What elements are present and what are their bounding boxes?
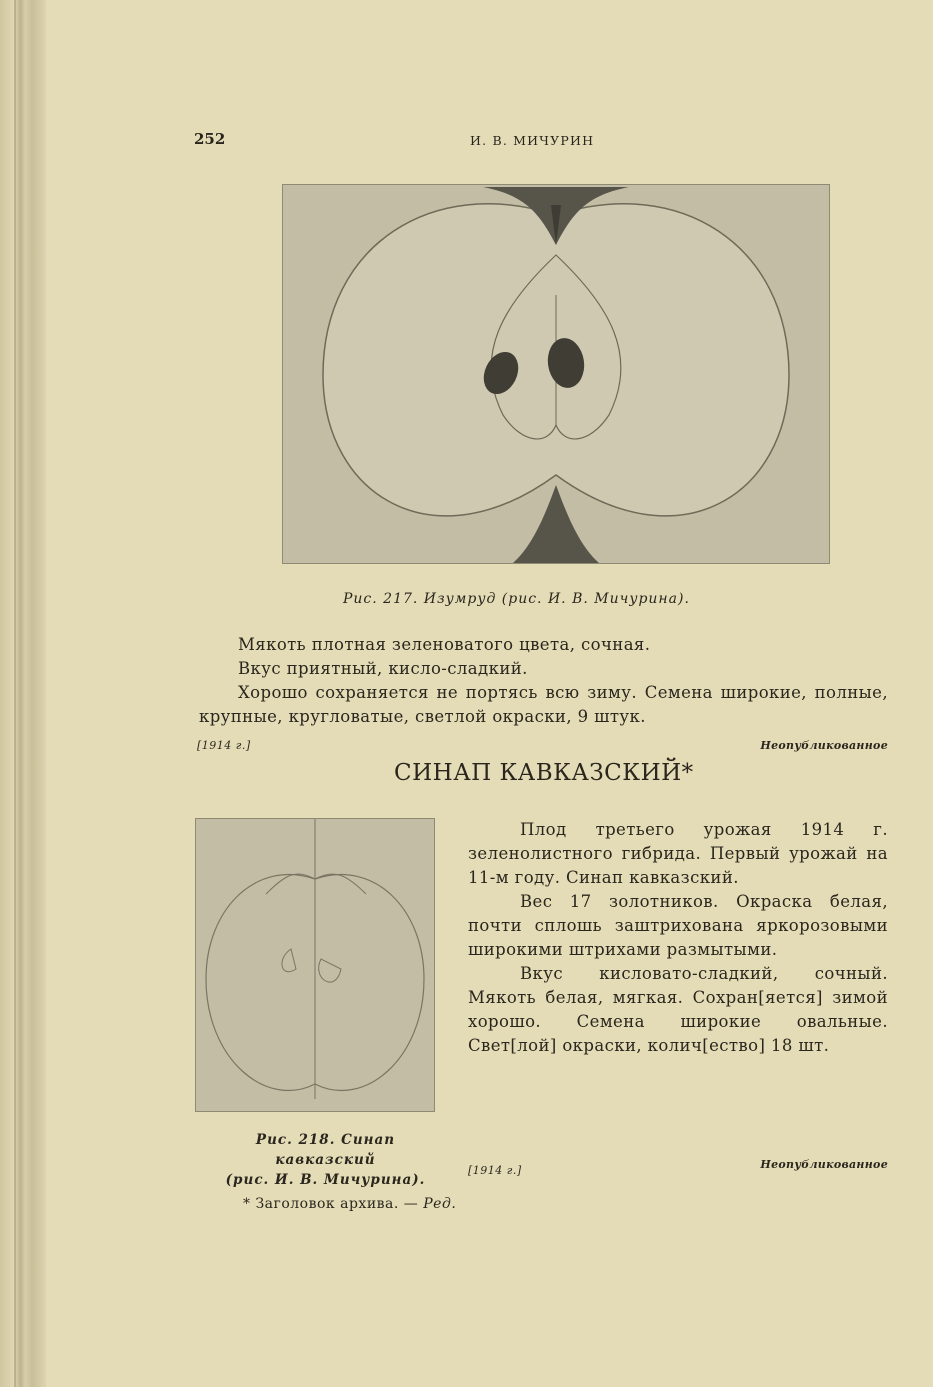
figure-caption-217: Рис. 217. Изумруд (рис. И. В. Мичурина).: [343, 591, 690, 607]
footnote-editor: Ред.: [423, 1196, 457, 1212]
unpublished-label-second: Неопубликованное: [760, 1158, 888, 1171]
sinap-description: [468, 818, 888, 1058]
date-1914-second: [1914 г.]: [468, 1164, 522, 1177]
paragraph-weight: Вес 17 золотников. Окраска белая, почти сплошь заштрихована яркорозовыми широкими штрихами размытыми.: [468, 892, 888, 959]
paragraph-flesh: Мякоть плотная зеленоватого цвета, сочная.: [238, 635, 651, 654]
figure-caption-218: [203, 1130, 448, 1190]
apple-drawing-sinap: [196, 819, 434, 1111]
caption-218-line1: Рис. 218. Синап кавказский: [255, 1132, 396, 1168]
book-binding-edge: [0, 0, 46, 1387]
apple-drawing-izumrud: [283, 185, 829, 563]
figure-apple-izumrud: [282, 184, 830, 564]
page-number: 252: [194, 130, 226, 148]
footnote-text: * Заголовок архива. —: [243, 1196, 424, 1212]
running-head: И. В. МИЧУРИН: [470, 133, 595, 148]
figure-apple-sinap: [195, 818, 435, 1112]
date-1914-first: [1914 г.]: [197, 739, 251, 752]
caption-218-line2: (рис. И. В. Мичурина).: [225, 1172, 426, 1188]
paragraph-storage: Хорошо сохраняется не портясь всю зиму. Семена широкие, полные, крупные, кругловатые, светлой окраски, 9 штук.: [199, 683, 888, 726]
paragraph-taste-sinap: Вкус кисловато-сладкий, сочный. Мякоть белая, мягкая. Сохран[яется] зимой хорошо. Семена широкие овальные. Свет[лой] окраски, колич[ество] 18 шт.: [468, 964, 888, 1055]
paragraph-harvest: Плод третьего урожая 1914 г. зеленолистного гибрида. Первый урожай на 11-м году. Синап кавказский.: [468, 820, 888, 887]
footnote: [243, 1196, 456, 1212]
unpublished-label-first: Неопубликованное: [760, 739, 888, 752]
paragraph-taste: Вкус приятный, кисло-сладкий.: [238, 659, 528, 678]
section-heading-sinap: СИНАП КАВКАЗСКИЙ*: [394, 760, 694, 786]
